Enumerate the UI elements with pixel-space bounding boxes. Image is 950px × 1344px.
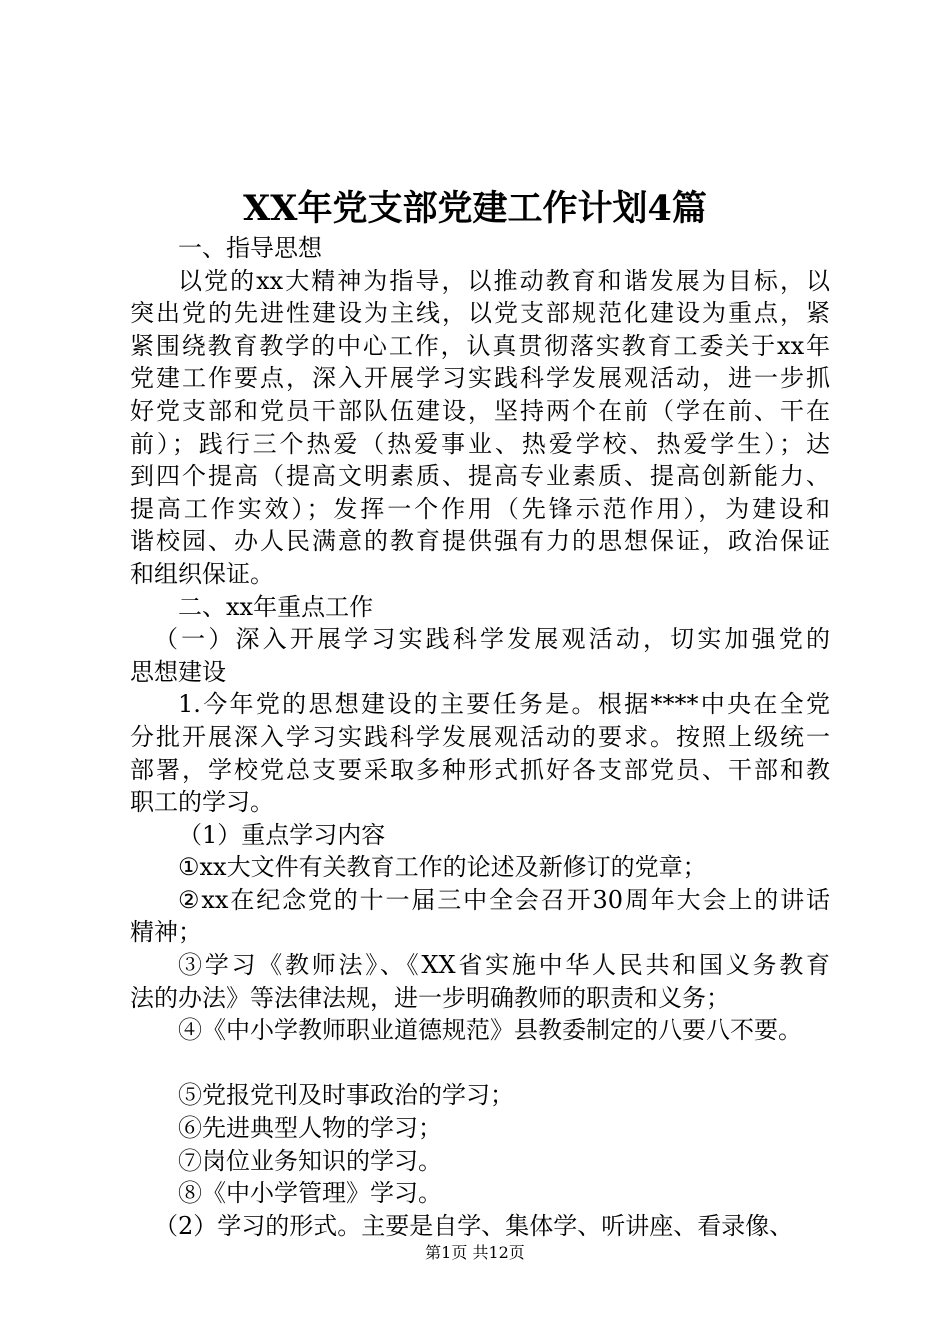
blank-line [130, 1047, 830, 1080]
list-item: ⑥先进典型人物的学习； [178, 1114, 442, 1143]
list-item: ②xx在纪念党的十一届三中全会召开30周年大会上的讲话 [178, 885, 830, 914]
paragraph-line: 分批开展深入学习实践科学发展观活动的要求。按照上级统一 [130, 722, 830, 751]
paragraph-line: 1.今年党的思想建设的主要任务是。根据****中央在全党 [178, 690, 830, 719]
paragraph-line: 前）；践行三个热爱（热爱事业、热爱学校、热爱学生）；达 [130, 429, 830, 458]
paragraph-line: 和组织保证。 [130, 559, 274, 588]
paragraph-line: 突出党的先进性建设为主线，以党支部规范化建设为重点，紧 [130, 299, 830, 328]
list-item: 精神； [130, 918, 202, 947]
section-heading: 一、指导思想 [178, 234, 322, 262]
paragraph-line: 以党的xx大精神为指导，以推动教育和谐发展为目标，以 [178, 266, 830, 295]
list-heading: （1）重点学习内容 [178, 820, 386, 849]
paragraph-line: 部署，学校党总支要采取多种形式抓好各支部党员、干部和教 [130, 755, 830, 784]
paragraph-line: 谐校园、办人民满意的教育提供强有力的思想保证，政治保证 [130, 527, 830, 556]
list-item: 法的办法》等法律法规，进一步明确教师的职责和义务； [130, 983, 730, 1012]
subsection-heading: 思想建设 [130, 657, 226, 686]
paragraph-line: 党建工作要点，深入开展学习实践科学发展观活动，进一步抓 [130, 364, 830, 393]
section-heading: 二、xx年重点工作 [178, 592, 374, 621]
page-footer: 第1页 共12页 [425, 1243, 525, 1262]
list-item: ⑦岗位业务知识的学习。 [178, 1146, 442, 1175]
document-title: XX年党支部党建工作计划4篇 [243, 188, 707, 229]
paragraph-line: 到四个提高（提高文明素质、提高专业素质、提高创新能力、 [130, 462, 830, 491]
document-body [130, 232, 830, 1242]
paragraph-line: 紧围绕教育教学的中心工作，认真贯彻落实教育工委关于xx年 [130, 331, 830, 360]
list-item: ⑤党报党刊及时事政治的学习； [178, 1081, 514, 1110]
subsection-heading: （一）深入开展学习实践科学发展观活动，切实加强党的 [154, 625, 830, 654]
paragraph-line: 好党支部和党员干部队伍建设，坚持两个在前（学在前、干在 [130, 396, 830, 425]
list-item: ①xx大文件有关教育工作的论述及新修订的党章； [178, 853, 707, 882]
paragraph-line: （2）学习的形式。主要是自学、集体学、听讲座、看录像、 [154, 1211, 794, 1240]
list-item: ③学习《教师法》、《XX省实施中华人民共和国义务教育 [178, 951, 830, 980]
paragraph-line: 提高工作实效）；发挥一个作用（先锋示范作用），为建设和 [130, 494, 830, 523]
paragraph-line: 职工的学习。 [130, 788, 274, 817]
list-item: ⑧《中小学管理》学习。 [178, 1179, 442, 1208]
list-item: ④《中小学教师职业道德规范》县教委制定的八要八不要。 [178, 1016, 802, 1045]
